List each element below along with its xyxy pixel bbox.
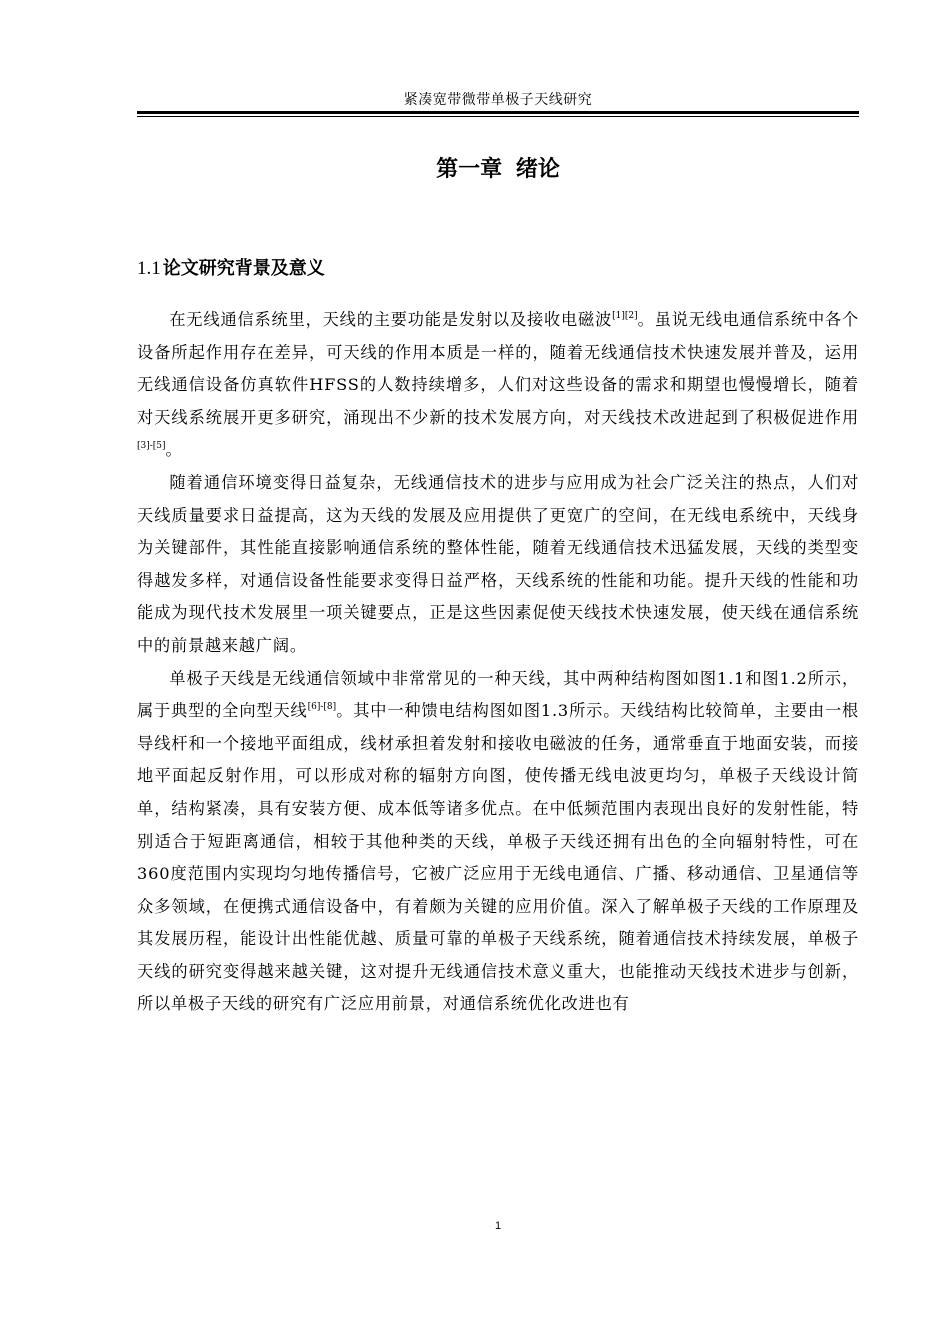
paragraph-2: 随着通信环境变得日益复杂，无线通信技术的进步与应用成为社会广泛关注的热点，人们对天线质量要求日益提高，这为天线的发展及应用提供了更宽广的空间，在无线电系统中，天线身为关键部件，其性能直接影响通信系统的整体性能，随着无线通信技术迅猛发展，天线的类型变得越发多样，对通信设备性能要求变得日益严格，天线系统的性能和功能。提升天线的性能和功能成为现代技术发展里一项关键要点，正是这些因素促使天线技术快速发展，使天线在通信系统中的前景越来越广阔。 bbox=[137, 472, 859, 655]
page-number: 1 bbox=[494, 1220, 502, 1232]
citation-3-5: [3]-[5] bbox=[137, 441, 166, 452]
body-text bbox=[137, 304, 859, 1021]
header-rule-thick bbox=[137, 111, 859, 114]
section-heading bbox=[137, 254, 325, 284]
citation-6-8: [6]-[8] bbox=[307, 702, 337, 713]
section-number: 1.1 bbox=[137, 258, 161, 279]
chapter-title: 第一章 绪论 bbox=[436, 157, 560, 182]
paragraph-1-text-a: 在无线通信系统里，天线的主要功能是发射以及接收电磁波 bbox=[169, 310, 613, 329]
running-header: 紧凑宽带微带单极子天线研究 bbox=[403, 92, 593, 108]
section-title-text: 论文研究背景及意义 bbox=[162, 258, 325, 279]
header-rule-thin bbox=[137, 116, 859, 117]
paragraph-3 bbox=[137, 663, 859, 1022]
paragraph-1-text-b: 。虽说无线电通信系统中各个设备所起作用存在差异，可天线的作用本质是一样的，随着无线通信技术快速发展并普及，运用无线通信设备仿真软件HFSS的人数持续增多，人们对这些设备的需求和期望也慢慢增长，随着对天线系统展开更多研究，涌现出不少新的技术发展方向，对天线技术改进起到了积极促进作用 bbox=[137, 310, 859, 427]
paragraph-3-text-b: 。其中一种馈电结构图如图1.3所示。天线结构比较简单，主要由一根导线杆和一个接地平面组成，线材承担着发射和接收电磁波的任务，通常垂直于地面安装，而接地平面起反射作用，可以形成对称的辐射方向图，使传播无线电波更均匀，单极子天线设计简单，结构紧凑，具有安装方便、成本低等诸多优点。在中低频范围内表现出良好的发射性能，特别适合于短距离通信，相较于其他种类的天线，单极子天线还拥有出色的全向辐射特性，可在360度范围内实现均匀地传播信号，它被广泛应用于无线电通信、广播、移动通信、卫星通信等众多领域，在便携式通信设备中，有着颇为关键的应用价值。深入了解单极子天线的工作原理及其发展历程，能设计出性能优越、质量可靠的单极子天线系统，随着通信技术持续发展，单极子天线的研究变得越来越关键，这对提升无线通信技术意义重大，也能推动天线技术进步与创新，所以单极子天线的研究有广泛应用前景，对通信系统优化改进也有 bbox=[137, 701, 860, 1014]
paragraph-3-text-a: 单极子天线是无线通信领域中非常常见的一种天线，其中两种结构图如图1.1和图1.2所示，属于典型的全向型天线 bbox=[137, 668, 859, 721]
citation-1-2: [1][2] bbox=[612, 311, 638, 321]
paragraph-1-text-c: 。 bbox=[165, 440, 183, 460]
paragraph-1 bbox=[137, 304, 859, 467]
